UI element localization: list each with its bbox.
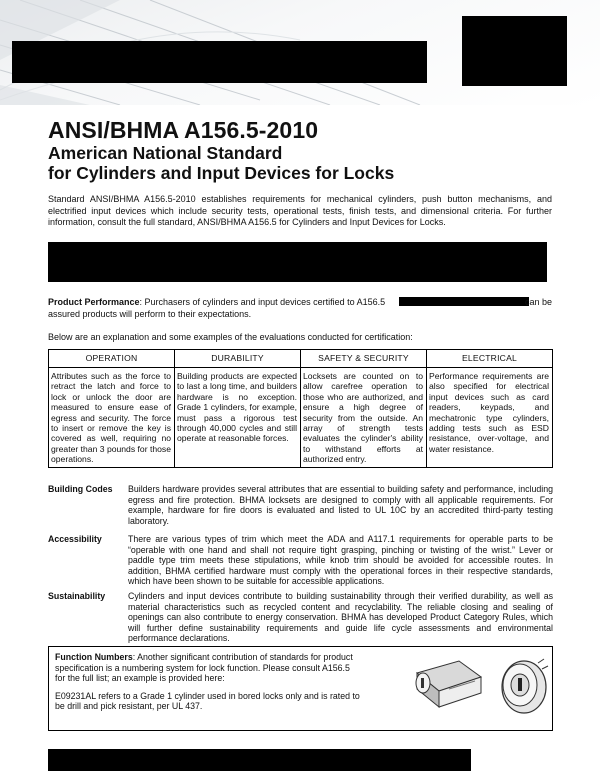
redacted-footer — [48, 749, 471, 771]
function-numbers-label: Function Numbers — [55, 652, 133, 662]
standard-subtitle: American National Standard for Cylinders and Input Devices for Locks — [48, 143, 395, 183]
cell-operation: Attributes such as the force to retract the latch and force to lock or unlock the door are measured to ensure ease of egress and security. The force to insert or remove the key is covered as well, requiring no greater than 3 pounds for those operations. — [49, 368, 175, 468]
rim-cylinder-icon — [494, 653, 550, 719]
section-body: Cylinders and input devices contribute to building sustainability through their verified durability, as well as material characteristics such as recycled content and recyclability. The reliable closing and sealing of openings can also contribute to energy conservation. BHMA has developed Product Category Rules, which will further define sustainability requirements and guide life cycle assessments and environmental performance declarations. — [128, 591, 553, 644]
standard-title: ANSI/BHMA A156.5-2010 — [48, 117, 319, 143]
mortise-cylinder-icon — [409, 653, 487, 713]
table-row — [49, 368, 553, 468]
evaluation-table — [48, 349, 553, 468]
header-safety-security: SAFETY & SECURITY — [301, 350, 427, 368]
function-numbers-box: Function Numbers: Another significant contribution of standards for product specification is a numbering system for lock function. Please consult A156.5 for the full list; an example is provided here: E09231AL refers to a Grade 1 cylinder used in bored locks only and is rated to be drill and pick resistant, per UL 437. — [48, 646, 553, 731]
header-durability: DURABILITY — [175, 350, 301, 368]
redacted-logo — [462, 16, 567, 86]
function-example: E09231AL refers to a Grade 1 cylinder used in bored locks only and is rated to be drill and pick resistant, per UL 437. — [55, 690, 360, 712]
section-label: Accessibility — [48, 534, 102, 544]
section-label: Sustainability — [48, 591, 106, 601]
performance-label: Product Performance — [48, 297, 140, 307]
section-body: There are various types of trim which meet the ADA and A117.1 requirements for operable parts to be “operable with one hand and shall not require tight grasping, pinching or twisting of the wrist.” Lever or paddle type trim meets these stipulations, while knob trim should be avoided for accessible routes. In addition, BHMA certified hardware must comply with the operational forces in their respective standards, which have been shown to be suitable for accessible applications. — [128, 534, 553, 587]
header-operation: OPERATION — [49, 350, 175, 368]
table-header-row — [49, 350, 553, 368]
cell-safety-security: Locksets are counted on to allow carefree operation to those who are authorized, and ensure a high degree of security from the outside. An array of strength tests evaluates the cylinder's ability to withstand efforts at authorized entry. — [301, 368, 427, 468]
redacted-banner — [48, 242, 547, 282]
header-electrical: ELECTRICAL — [427, 350, 553, 368]
redacted-inline — [399, 297, 529, 306]
section-body: Builders hardware provides several attributes that are essential to building safety and performance, including egress and fire protection. BHMA locksets are designed to comply with all applicable requirements. For example, hardware for fire doors is evaluated and listed to UL 10C by an accredited third-party testing laboratory. — [128, 484, 553, 526]
intro-paragraph: Standard ANSI/BHMA A156.5-2010 establishes requirements for mechanical cylinders, push button mechanisms, and electrified input devices which include security tests, operational tests, finish tests, and dimensional criteria. For further information, consult the full standard, ANSI/BHMA A156.5 for Cylinders and Input Devices for Locks. — [48, 194, 552, 227]
section-label: Building Codes — [48, 484, 113, 494]
cell-electrical: Performance requirements are also specified for electrical input devices such as card readers, keypads, and mechatronic type cylinders, adding tests such as ESD resistance, over-voltage, and water resistance. — [427, 368, 553, 468]
evaluation-intro: Below are an explanation and some examples of the evaluations conducted for certification: — [48, 332, 413, 342]
redacted-header-banner — [12, 41, 427, 83]
cell-durability: Building products are expected to last a long time, and builders hardware is no exception. Grade 1 cylinders, for example, must pass a rigorous test through 40,000 cycles and still operate at reasonable forces. — [175, 368, 301, 468]
product-performance: Product Performance: Purchasers of cylinders and input devices certified to A156.5 can be assured products will perform to their expectations. — [48, 297, 552, 319]
